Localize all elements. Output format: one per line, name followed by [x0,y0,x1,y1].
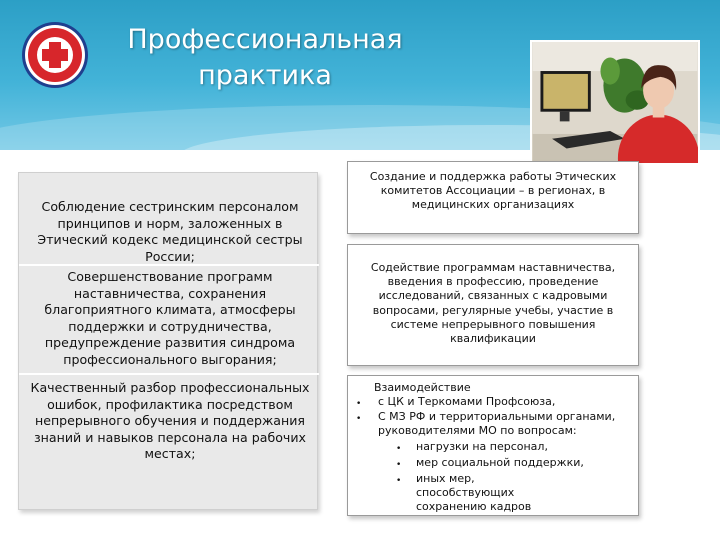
right-box-mentoring [347,244,639,366]
interaction-heading: Взаимодействие [374,381,471,394]
interaction-bullet: с ЦК и Теркомами Профсоюза, [378,395,556,408]
left-block-errors: Качественный разбор профессиональных ошибок, профилактика посредством непрерывного обучения и поддержания знаний и навыков персонала на рабочих местах; [30,380,310,461]
left-panel [18,172,318,510]
right-box-ethics-committees [347,161,639,234]
interaction-sub-bullet: нагрузки на персонал, [416,440,548,453]
bullet-icon: • [396,444,402,454]
interaction-sub-bullet: мер социальной поддержки, [416,456,584,469]
bullet-icon: • [396,460,402,470]
title-line-1: Профессиональная [127,24,403,55]
interaction-bullet: С МЗ РФ и территориальными органами, руководителями МО по вопросам: [378,410,616,438]
bullet-icon: • [356,399,362,409]
nurse-photo [530,40,700,165]
association-logo [20,20,90,90]
right-box-interaction [347,375,639,516]
title-line-2: практика [198,60,332,91]
bullet-icon: • [356,414,362,424]
bullet-icon: • [396,476,402,486]
right-box-text: Создание и поддержка работы Этических комитетов Ассоциации – в регионах, в медицинских организациях [369,170,617,212]
interaction-sub-bullet: иных мер, способствующих сохранению кадров [416,472,532,514]
page-title [110,22,420,94]
left-block-mentoring: Совершенствование программ наставничества, сохранения благоприятного климата, атмосферы поддержки и сотрудничества, предупреждение развития синдрома профессионального выгорания; [44,269,296,367]
left-divider [19,373,319,375]
left-block-ethics: Соблюдение сестринским персоналом принципов и норм, заложенных в Этический кодекс медицинской сестры России; [37,199,303,264]
right-box-text: Содействие программам наставничества, введения в профессию, проведение исследований, связанных с кадровыми вопросами, регулярные учебы, участие в системе непрерывного повышения квалификации [370,261,616,346]
left-divider [19,264,319,266]
